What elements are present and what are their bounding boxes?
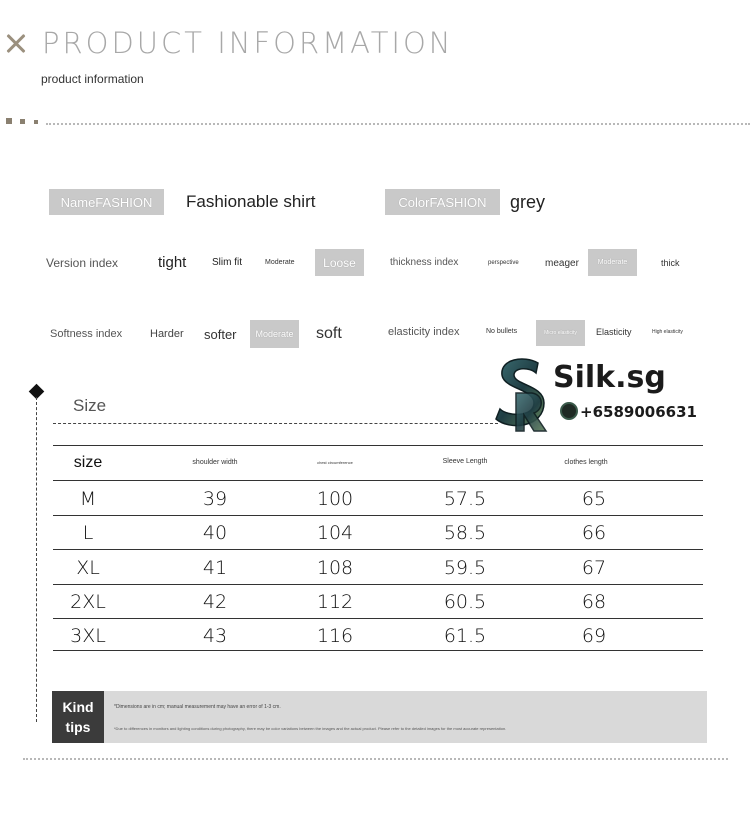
- whatsapp-icon: [560, 402, 578, 420]
- table-cell-size: L: [82, 522, 94, 544]
- table-cell: 40: [202, 522, 228, 544]
- bottom-dotted-divider: [23, 758, 728, 760]
- table-rule: [53, 618, 703, 619]
- table-cell-size: 2XL: [70, 591, 106, 613]
- table-cell: 59.5: [443, 557, 487, 579]
- tips-title-line2: tips: [65, 719, 91, 735]
- table-cell: 60.5: [443, 591, 487, 613]
- elasticity-option: High elasticity: [652, 329, 683, 335]
- table-rule: [53, 515, 703, 516]
- table-header-chest: chest circumference: [317, 460, 353, 465]
- table-cell: 100: [316, 488, 354, 510]
- table-cell: 61.5: [443, 625, 487, 647]
- table-cell: 58.5: [443, 522, 487, 544]
- elasticity-option-selected: Micro elasticity: [536, 320, 585, 346]
- silk-sg-logo-icon: [494, 355, 550, 433]
- table-cell-size: XL: [76, 557, 100, 579]
- table-header-sleeve: Sleeve Length: [442, 458, 488, 465]
- dotted-divider: [46, 123, 750, 125]
- thickness-option-selected: Moderate: [588, 249, 637, 276]
- table-cell: 41: [202, 557, 228, 579]
- size-section-label: Size: [73, 396, 107, 415]
- version-option-selected: Loose: [315, 249, 364, 276]
- version-option: tight: [158, 254, 187, 271]
- color-tag: ColorFASHION: [385, 189, 500, 215]
- table-cell: 65: [581, 488, 607, 510]
- tips-title-line1: Kind: [62, 699, 94, 715]
- product-color: grey: [510, 192, 546, 212]
- table-header-shoulder: shoulder width: [192, 459, 238, 466]
- table-cell: 57.5: [443, 488, 487, 510]
- elasticity-option: Elasticity: [596, 327, 632, 337]
- thickness-option: thick: [661, 258, 680, 268]
- softness-option: Harder: [150, 328, 184, 340]
- page-title: PRODUCT INFORMATION: [42, 26, 454, 60]
- table-rule: [53, 650, 703, 651]
- table-cell: 66: [581, 522, 607, 544]
- softness-option: soft: [316, 325, 342, 342]
- table-cell: 39: [202, 488, 228, 510]
- thickness-option: perspective: [488, 260, 519, 266]
- softness-index-label: Softness index: [50, 328, 123, 340]
- table-cell: 67: [581, 557, 607, 579]
- vertical-dashed-line: [36, 397, 37, 722]
- logo-brand: Silk.sg: [553, 360, 666, 395]
- thickness-option: meager: [545, 258, 579, 269]
- table-rule: [53, 549, 703, 550]
- tips-panel: [52, 691, 707, 743]
- decor-square: [34, 120, 38, 124]
- thickness-index-label: thickness index: [390, 257, 459, 268]
- softness-option: softer: [204, 327, 237, 342]
- name-tag: NameFASHION: [49, 189, 164, 215]
- table-cell: 116: [316, 625, 354, 647]
- table-header-size: size: [73, 454, 103, 471]
- elasticity-index-label: elasticity index: [388, 326, 460, 338]
- size-dashed-underline: [53, 423, 498, 424]
- tips-title-box: [52, 691, 104, 743]
- decor-square: [20, 119, 25, 124]
- table-rule: [53, 480, 703, 481]
- decor-square: [6, 118, 12, 124]
- table-cell: 69: [581, 625, 607, 647]
- page-subtitle: product information: [41, 72, 144, 86]
- elasticity-option: No bullets: [486, 328, 518, 335]
- table-cell: 104: [316, 522, 354, 544]
- table-cell: 108: [316, 557, 354, 579]
- table-rule: [53, 445, 703, 446]
- table-cell-size: M: [79, 488, 97, 510]
- tips-text-2: *Due to differences in monitors and lighting conditions during photography, there may be color variations between the images and the actual product. Please refer to the detailed images for the most accurate representation.: [114, 726, 507, 731]
- logo-phone: +6589006631: [580, 403, 697, 421]
- table-header-length: clothes length: [564, 459, 608, 466]
- tips-text-1: *Dimensions are in cm; manual measurement may have an error of 1-3 cm.: [114, 704, 281, 710]
- softness-option-selected: Moderate: [250, 320, 299, 348]
- close-x-icon: [4, 30, 28, 58]
- version-index-label: Version index: [46, 256, 119, 270]
- table-cell: 43: [202, 625, 228, 647]
- version-option: Moderate: [265, 259, 295, 266]
- table-cell-size: 3XL: [70, 625, 106, 647]
- table-cell: 42: [202, 591, 228, 613]
- table-cell: 68: [581, 591, 607, 613]
- table-rule: [53, 584, 703, 585]
- product-name: Fashionable shirt: [186, 192, 316, 211]
- version-option: Slim fit: [212, 257, 242, 268]
- table-cell: 112: [316, 591, 354, 613]
